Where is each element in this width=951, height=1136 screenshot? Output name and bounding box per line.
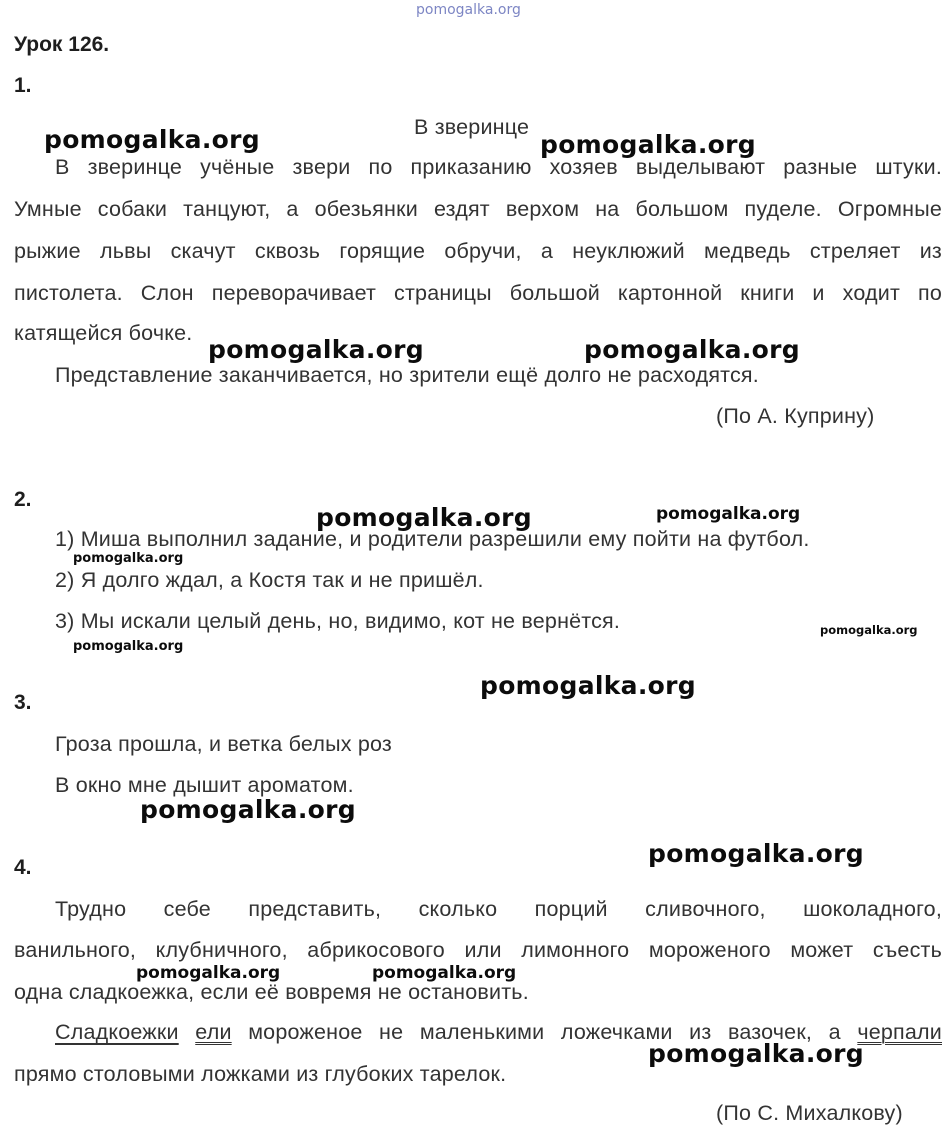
para2-middle-text: мороженое не маленькими ложечками из вазочек, а: [231, 1020, 858, 1044]
task4-author: (По С. Михалкову): [716, 1101, 903, 1125]
watermark: pomogalka.org: [140, 795, 356, 824]
task3-number: 3.: [14, 691, 32, 714]
watermark: pomogalka.org: [316, 503, 532, 532]
subject-underlined: Сладкоежки: [55, 1020, 179, 1044]
task1-line-2: Умные собаки танцуют, а обезьянки ездят верхом на большом пуделе. Огромные: [14, 197, 942, 221]
watermark: pomogalka.org: [648, 839, 864, 868]
watermark: pomogalka.org: [208, 335, 424, 364]
task1-line-3: рыжие львы скачут сквозь горящие обручи, а неуклюжий медведь стреляет из: [14, 239, 942, 263]
task4-line-1: Трудно себе представить, сколько порций сливочного, шоколадного,: [55, 897, 942, 921]
task4-line-2: ванильного, клубничного, абрикосового или лимонного мороженого может съесть: [14, 938, 942, 962]
task2-item-3: 3) Мы искали целый день, но, видимо, кот не вернётся.: [55, 609, 621, 633]
lesson-title: Урок 126.: [14, 33, 110, 56]
watermark: pomogalka.org: [648, 1039, 864, 1068]
watermark: pomogalka.org: [73, 639, 184, 654]
task1-line-4: пистолета. Слон переворачивает страницы большой картонной книги и ходит по: [14, 281, 942, 305]
watermark: pomogalka.org: [820, 623, 918, 637]
task1-author: (По А. Куприну): [716, 404, 875, 428]
task2-number: 2.: [14, 488, 32, 511]
predicate-underlined-2: черпали: [857, 1020, 942, 1044]
task2-item-2: 2) Я долго ждал, а Костя так и не пришёл.: [55, 568, 484, 592]
watermark: pomogalka.org: [540, 130, 756, 159]
predicate-underlined-1: ели: [195, 1020, 232, 1044]
task1-number: 1.: [14, 74, 32, 97]
task1-line-1: В зверинце учёные звери по приказанию хозяев выделывают разные штуки.: [55, 155, 942, 179]
task4-para2-line-2: прямо столовыми ложками из глубоких тарелок.: [14, 1062, 507, 1086]
watermark: pomogalka.org: [44, 125, 260, 154]
watermark: pomogalka.org: [136, 963, 281, 983]
watermark: pomogalka.org: [73, 551, 184, 566]
watermark: pomogalka.org: [584, 335, 800, 364]
task4-line-3: одна сладкоежка, если её вовремя не остановить.: [14, 980, 529, 1004]
task1-title: В зверинце: [414, 115, 530, 139]
watermark: pomogalka.org: [372, 963, 517, 983]
task4-number: 4.: [14, 856, 32, 879]
site-watermark-top: pomogalka.org: [416, 2, 521, 18]
task1-line-5: катящейся бочке.: [14, 321, 193, 345]
watermark: pomogalka.org: [480, 671, 696, 700]
task1-line-6: Представление заканчивается, но зрители ещё долго не расходятся.: [55, 363, 759, 387]
task3-line-1: Гроза прошла, и ветка белых роз: [55, 732, 392, 756]
task2-item-1: 1) Миша выполнил задание, и родители разрешили ему пойти на футбол.: [55, 527, 810, 551]
task3-line-2: В окно мне дышит ароматом.: [55, 773, 354, 797]
watermark: pomogalka.org: [656, 504, 801, 524]
